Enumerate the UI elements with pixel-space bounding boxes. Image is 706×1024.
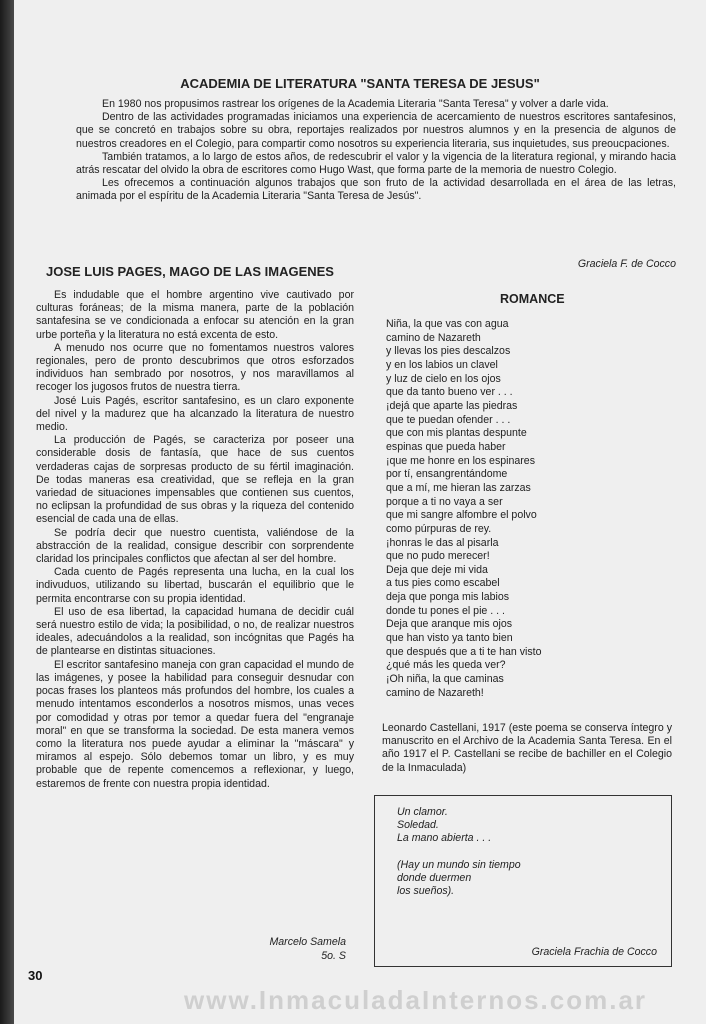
poem-line: y en los labios un clavel [386,358,498,371]
page-heading: ACADEMIA DE LITERATURA "SANTA TERESA DE JESUS" [180,76,540,91]
poem-line: ¡que me honre en los espinares [386,454,535,467]
poem-line: ¿qué más les queda ver? [386,659,506,672]
boxed-poem-line: los sueños). [397,885,455,898]
boxed-poem-line [397,846,521,859]
article-paragraph: Cada cuento de Pagés representa una lucha, en la cual los indivuduos, utilizando su libertad, buscarán el equilibrio que le permita encontrarse con su propia identidad. [36,566,354,605]
poem-line: que han visto ya tanto bien [386,632,513,645]
intro-text [76,98,676,204]
boxed-poem-line: donde duermen [397,872,472,885]
intro-paragraph: Les ofrecemos a continuación algunos trabajos que son fruto de la actividad desarrollada en el área de las letras, animada por el espíritu de la Academia Literaria "Santa Teresa de Jesús". [76,177,676,203]
poem-line: y llevas los pies descalzos [386,345,511,358]
poem-line: a tus pies como escabel [386,577,500,590]
watermark: www.InmaculadaInternos.com.ar [184,985,648,1015]
article-author: Marcelo Samela [269,936,346,948]
poem-body [386,318,542,700]
boxed-poem-line: Un clamor. [397,806,448,818]
poem-line: espinas que pueda haber [386,440,506,453]
poem-line: ¡Oh niña, la que caminas [386,673,504,686]
poem-line: Niña, la que vas con agua [386,318,509,330]
poem-line: deja que ponga mis labios [386,591,510,604]
article-paragraph: Se podría decir que nuestro cuentista, valiéndose de la abstracción de la realidad, consigue describir con sorprendente claridad los principales conflictos que afectan al ser del hombre. [36,526,354,566]
poem-line: que después que a ti te han visto [386,645,542,658]
boxed-poem-line: La mano abierta . . . [397,832,492,845]
intro-paragraph: También tratamos, a lo largo de estos años, de redescubrir el valor y la vigencia de la literatura regional, y mirando hacia atrás rescatar del olvido la obra de escritores como Hugo Wast, que forma parte de la memoria de nuestro Colegio. [76,150,676,177]
magazine-page [14,0,706,1024]
poem-line: ¡dejá que aparte las piedras [386,399,518,412]
article-paragraph: Es indudable que el hombre argentino vive cautivado por culturas foráneas; de la misma manera, parte de la población santafesina se ve condicionada a enfocar su atención en la gran urbe porteña y la literatura no está excenta de esto. [36,289,354,341]
article-title: JOSE LUIS PAGES, MAGO DE LAS IMAGENES [46,264,334,279]
poem-line: que te puedan ofender . . . [386,413,511,426]
article-paragraph: José Luis Pagés, escritor santafesino, es un claro exponente del nivel y la madurez que ha alcanzado la literatura de nuestro medio. [36,394,354,434]
boxed-poem-line: Soledad. [397,819,439,832]
poem-line: que con mis plantas despunte [386,427,527,440]
poem-title: ROMANCE [500,292,565,306]
poem-line: Deja que deje mi vida [386,563,488,576]
poem-line: porque a ti no vaya a ser [386,495,503,508]
poem-line: Deja que aranque mis ojos [386,618,513,631]
article-course: 5o. S [321,950,346,962]
poem-line: como púrpuras de rey. [386,522,492,535]
poem-line: camino de Nazareth! [386,686,484,699]
article-signature [250,935,346,963]
poem-note: Leonardo Castellani, 1917 (este poema se conserva íntegro y manuscrito en el Archivo de la Academia Santa Teresa. En el año 1917 el P. Castellani se recibe de bachiller en el Colegio de la Inmaculada) [382,722,672,774]
boxed-poem-text [397,806,521,898]
poem-line: ¡honras le das al pisarla [386,536,499,549]
article-body [36,289,354,791]
article-paragraph: El escritor santafesino maneja con gran capacidad el mundo de las imágenes, y posee la habilidad para conseguir desnudar con pocas frases los planteos más profundos del hombre, los cuales a menudo intentamos esconderlos a nosotros mismos, unas veces por comodidad y otras por temor a quedar fuera del "engranaje moral" en que se transforma la sociedad. De esta manera vemos como la literatura nos puede ayudar a eliminar la "máscara" y miramos al espejo. Sólo debemos tomar un libro, y es muy probable que de repente comencemos a reflexionar, y luego, estaremos de frente con nuestra propia identidad. [36,658,354,790]
poem-line: y luz de cielo en los ojos [386,372,501,385]
book-spine [0,0,14,1024]
page-number: 30 [28,968,43,983]
poem-line: que a mí, me hieran las zarzas [386,481,531,494]
poem-line: camino de Nazareth [386,331,481,344]
intro-paragraph: En 1980 nos propusimos rastrear los orígenes de la Academia Literaria "Santa Teresa" y volver a darle vida. [102,98,609,110]
intro-signature: Graciela F. de Cocco [577,258,676,270]
poem-line: que mi sangre alfombre el polvo [386,509,537,522]
poem-line: que no pudo merecer! [386,550,490,563]
boxed-poem [374,795,672,967]
article-paragraph: La producción de Pagés, se caracteriza por poseer una considerable dosis de fantasía, que hace de sus cuentos verdaderas cajas de sorpresas producto de su fértil imaginación. De todas maneras esa creatividad, que se refleja en la gran variedad de situaciones impensables que contienen sus cuentos, no eclipsan la profundidad de sus obras y la riqueza del contenido esencial de cada una de ellas. [36,434,354,526]
poem-line: donde tu pones el pie . . . [386,604,505,617]
article-paragraph: A menudo nos ocurre que no fomentamos nuestros valores regionales, pero de pronto descubrimos que otros esforzados individuos han sembrado por nosotros, y nos maravillamos al recoger los jugosos frutos de nuestra tierra. [36,341,354,394]
intro-paragraph: Dentro de las actividades programadas iniciamos una experiencia de acercamiento de nuestros escritores santafesinos, que se concretó en trabajos sobre su obra, reportajes realizados por nuestros alumnos y en la presencia de algunos de nuestros creadores en el Colegio, para compartir como nosotros su experiencia literaria, sus inquietudes, sus preoucpaciones. [76,111,676,150]
boxed-poem-author: Graciela Frachia de Cocco [531,946,657,958]
boxed-poem-line: (Hay un mundo sin tiempo [397,858,521,871]
poem-line: por tí, ensangrentándome [386,468,508,481]
poem-line: que da tanto bueno ver . . . [386,386,513,399]
article-paragraph: El uso de esa libertad, la capacidad humana de decidir cuál será nuestro estilo de vida; la posibilidad, o no, de realizar nuestros ideales, adecuándolos a la realidad, son incógnitas que Pagés ha de plantearse en distintas situaciones. [36,605,354,658]
